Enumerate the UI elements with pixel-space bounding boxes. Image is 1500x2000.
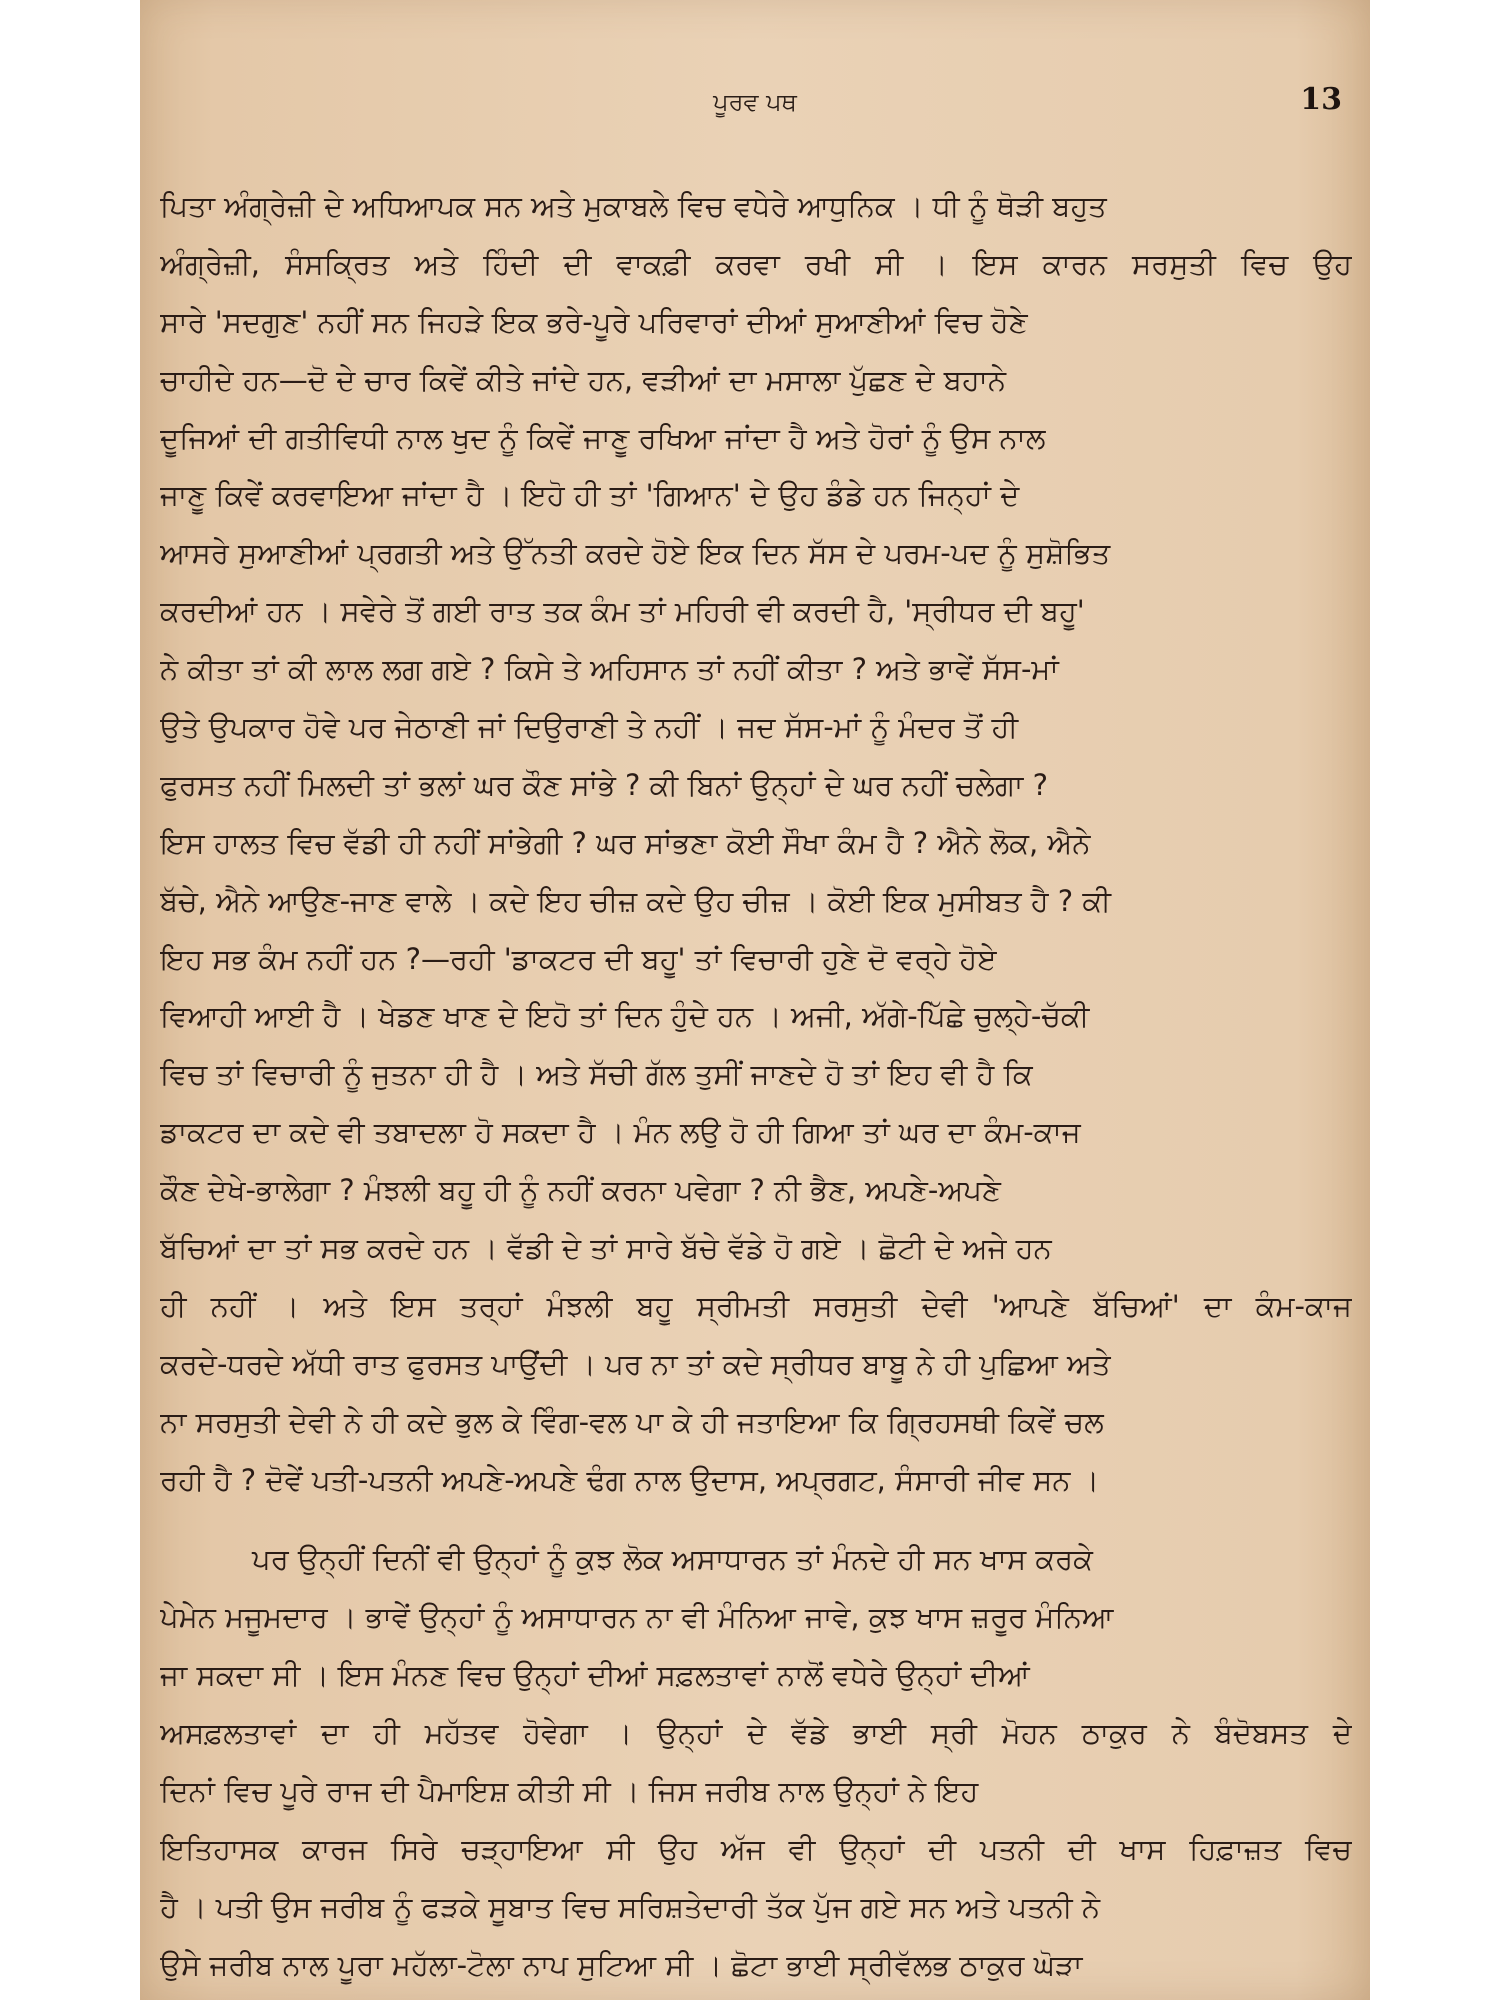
text-line: ਉਸੇ ਜਰੀਬ ਨਾਲ ਪੂਰਾ ਮਹੱਲਾ-ਟੋਲਾ ਨਾਪ ਸੁਟਿਆ ਸੀ । ਛੋਟਾ ਭਾਈ ਸ੍ਰੀਵੱਲਭ ਠਾਕੁਰ ਘੋੜਾ [160, 1947, 1083, 1982]
text-line: ਅਸਫ਼ਲਤਾਵਾਂ ਦਾ ਹੀ ਮਹੱਤਵ ਹੋਵੇਗਾ । ਉਨ੍ਹਾਂ ਦੇ ਵੱਡੇ ਭਾਈ ਸ੍ਰੀ ਮੋਹਨ ਠਾਕੁਰ ਨੇ ਬੰਦੋਬਸਤ ਦੇ [160, 1716, 1352, 1751]
paragraph [160, 1531, 1352, 1994]
text-line: ਡਾਕਟਰ ਦਾ ਕਦੇ ਵੀ ਤਬਾਦਲਾ ਹੋ ਸਕਦਾ ਹੈ । ਮੰਨ ਲਉ ਹੋ ਹੀ ਗਿਆ ਤਾਂ ਘਰ ਦਾ ਕੰਮ-ਕਾਜ [160, 1115, 1081, 1150]
page-number: 13 [1300, 82, 1342, 117]
text-line: ਅੰਗ੍ਰੇਜ਼ੀ, ਸੰਸਕ੍ਰਿਤ ਅਤੇ ਹਿੰਦੀ ਦੀ ਵਾਕਫ਼ੀ ਕਰਵਾ ਰਖੀ ਸੀ । ਇਸ ਕਾਰਨ ਸਰਸੁਤੀ ਵਿਚ ਉਹ [160, 246, 1352, 281]
text-line: ਇਹ ਸਭ ਕੰਮ ਨਹੀਂ ਹਨ ?—ਰਹੀ 'ਡਾਕਟਰ ਦੀ ਬਹੂ' ਤਾਂ ਵਿਚਾਰੀ ਹੁਣੇ ਦੋ ਵਰ੍ਹੇ ਹੋਏ [160, 941, 997, 976]
text-line: ਉਤੇ ਉਪਕਾਰ ਹੋਵੇ ਪਰ ਜੇਠਾਣੀ ਜਾਂ ਦਿਉਰਾਣੀ ਤੇ ਨਹੀਂ । ਜਦ ਸੱਸ-ਮਾਂ ਨੂੰ ਮੰਦਰ ਤੋਂ ਹੀ [160, 710, 1019, 745]
text-line: ਹੈ । ਪਤੀ ਉਸ ਜਰੀਬ ਨੂੰ ਫੜਕੇ ਸੂਬਾਤ ਵਿਚ ਸਰਿਸ਼ਤੇਦਾਰੀ ਤੱਕ ਪੁੱਜ ਗਏ ਸਨ ਅਤੇ ਪਤਨੀ ਨੇ [160, 1889, 1101, 1924]
text-line: ਜਾ ਸਕਦਾ ਸੀ । ਇਸ ਮੰਨਣ ਵਿਚ ਉਨ੍ਹਾਂ ਦੀਆਂ ਸਫ਼ਲਤਾਵਾਂ ਨਾਲੋਂ ਵਧੇਰੇ ਉਨ੍ਹਾਂ ਦੀਆਂ [160, 1658, 1030, 1693]
text-line: ਫੁਰਸਤ ਨਹੀਂ ਮਿਲਦੀ ਤਾਂ ਭਲਾਂ ਘਰ ਕੌਣ ਸਾਂਭੇ ? ਕੀ ਬਿਨਾਂ ਉਨ੍ਹਾਂ ਦੇ ਘਰ ਨਹੀਂ ਚਲੇਗਾ ? [160, 767, 1048, 802]
text-line: ਵਿਆਹੀ ਆਈ ਹੈ । ਖੇਡਣ ਖਾਣ ਦੇ ਇਹੋ ਤਾਂ ਦਿਨ ਹੁੰਦੇ ਹਨ । ਅਜੀ, ਅੱਗੇ-ਪਿੱਛੇ ਚੁਲ੍ਹੇ-ਚੱਕੀ [160, 999, 1090, 1034]
body-text [160, 178, 1352, 1995]
text-line: ਪਿਤਾ ਅੰਗ੍ਰੇਜ਼ੀ ਦੇ ਅਧਿਆਪਕ ਸਨ ਅਤੇ ਮੁਕਾਬਲੇ ਵਿਚ ਵਧੇਰੇ ਆਧੁਨਿਕ । ਧੀ ਨੂੰ ਥੋੜੀ ਬਹੁਤ [160, 189, 1107, 223]
text-line: ਨੇ ਕੀਤਾ ਤਾਂ ਕੀ ਲਾਲ ਲਗ ਗਏ ? ਕਿਸੇ ਤੇ ਅਹਿਸਾਨ ਤਾਂ ਨਹੀਂ ਕੀਤਾ ? ਅਤੇ ਭਾਵੇਂ ਸੱਸ-ਮਾਂ [160, 652, 1059, 687]
text-line: ਚਾਹੀਦੇ ਹਨ—ਦੋ ਦੇ ਚਾਰ ਕਿਵੇਂ ਕੀਤੇ ਜਾਂਦੇ ਹਨ, ਵੜੀਆਂ ਦਾ ਮਸਾਲਾ ਪੁੱਛਣ ਦੇ ਬਹਾਨੇ [160, 362, 1007, 397]
text-line: ਹੀ ਨਹੀਂ । ਅਤੇ ਇਸ ਤਰ੍ਹਾਂ ਮੰਝਲੀ ਬਹੂ ਸ੍ਰੀਮਤੀ ਸਰਸੁਤੀ ਦੇਵੀ 'ਆਪਣੇ ਬੱਚਿਆਂ' ਦਾ ਕੰਮ-ਕਾਜ [160, 1288, 1352, 1323]
text-line: ਕਰਦੇ-ਧਰਦੇ ਅੱਧੀ ਰਾਤ ਫੁਰਸਤ ਪਾਉਂਦੀ । ਪਰ ਨਾ ਤਾਂ ਕਦੇ ਸ੍ਰੀਧਰ ਬਾਬੂ ਨੇ ਹੀ ਪੁਛਿਆ ਅਤੇ [160, 1346, 1111, 1381]
text-line: ਜਾਣੂ ਕਿਵੇਂ ਕਰਵਾਇਆ ਜਾਂਦਾ ਹੈ । ਇਹੋ ਹੀ ਤਾਂ 'ਗਿਆਨ' ਦੇ ਉਹ ਡੰਡੇ ਹਨ ਜਿਨ੍ਹਾਂ ਦੇ [160, 478, 1020, 513]
text-line: ਪਰ ਉਨ੍ਹੀਂ ਦਿਨੀਂ ਵੀ ਉਨ੍ਹਾਂ ਨੂੰ ਕੁਝ ਲੋਕ ਅਸਾਧਾਰਨ ਤਾਂ ਮੰਨਦੇ ਹੀ ਸਨ ਖਾਸ ਕਰਕੇ [252, 1542, 1093, 1577]
text-line: ਵਿਚ ਤਾਂ ਵਿਚਾਰੀ ਨੂੰ ਜੁਤਨਾ ਹੀ ਹੈ । ਅਤੇ ਸੱਚੀ ਗੱਲ ਤੁਸੀਂ ਜਾਣਦੇ ਹੋ ਤਾਂ ਇਹ ਵੀ ਹੈ ਕਿ [160, 1057, 1033, 1092]
text-line: ਰਹੀ ਹੈ ? ਦੋਵੇਂ ਪਤੀ-ਪਤਨੀ ਅਪਣੇ-ਅਪਣੇ ਢੰਗ ਨਾਲ ਉਦਾਸ, ਅਪ੍ਰਗਟ, ਸੰਸਾਰੀ ਜੀਵ ਸਨ । [160, 1462, 1100, 1497]
text-line: ਦਿਨਾਂ ਵਿਚ ਪੂਰੇ ਰਾਜ ਦੀ ਪੈਮਾਇਸ਼ ਕੀਤੀ ਸੀ । ਜਿਸ ਜਰੀਬ ਨਾਲ ਉਨ੍ਹਾਂ ਨੇ ਇਹ [160, 1774, 979, 1809]
text-line: ਕੌਣ ਦੇਖੇ-ਭਾਲੇਗਾ ? ਮੰਝਲੀ ਬਹੂ ਹੀ ਨੂੰ ਨਹੀਂ ਕਰਨਾ ਪਵੇਗਾ ? ਨੀ ਭੈਣ, ਅਪਣੇ-ਅਪਣੇ [160, 1173, 1001, 1208]
text-line: ਬੱਚਿਆਂ ਦਾ ਤਾਂ ਸਭ ਕਰਦੇ ਹਨ । ਵੱਡੀ ਦੇ ਤਾਂ ਸਾਰੇ ਬੱਚੇ ਵੱਡੇ ਹੋ ਗਏ । ਛੋਟੀ ਦੇ ਅਜੇ ਹਨ [160, 1231, 1052, 1266]
paragraph [160, 178, 1352, 1509]
text-line: ਆਸਰੇ ਸੁਆਣੀਆਂ ਪ੍ਰਗਤੀ ਅਤੇ ਉੱਨਤੀ ਕਰਦੇ ਹੋਏ ਇਕ ਦਿਨ ਸੱਸ ਦੇ ਪਰਮ-ਪਦ ਨੂੰ ਸੁਸ਼ੋਭਿਤ [160, 536, 1111, 571]
paragraph-gap [160, 1509, 1352, 1531]
text-line: ਇਸ ਹਾਲਤ ਵਿਚ ਵੱਡੀ ਹੀ ਨਹੀਂ ਸਾਂਭੇਗੀ ? ਘਰ ਸਾਂਭਣਾ ਕੋਈ ਸੌਖਾ ਕੰਮ ਹੈ ? ਐਨੇ ਲੋਕ, ਐਨੇ [160, 825, 1091, 860]
text-line: ਇਤਿਹਾਸਕ ਕਾਰਜ ਸਿਰੇ ਚੜ੍ਹਾਇਆ ਸੀ ਉਹ ਅੱਜ ਵੀ ਉਨ੍ਹਾਂ ਦੀ ਪਤਨੀ ਦੀ ਖਾਸ ਹਿਫ਼ਾਜ਼ਤ ਵਿਚ [160, 1831, 1352, 1866]
text-line: ਬੱਚੇ, ਐਨੇ ਆਉਣ-ਜਾਣ ਵਾਲੇ । ਕਦੇ ਇਹ ਚੀਜ਼ ਕਦੇ ਉਹ ਚੀਜ਼ । ਕੋਈ ਇਕ ਮੁਸੀਬਤ ਹੈ ? ਕੀ [160, 883, 1111, 918]
text-line: ਸਾਰੇ 'ਸਦਗੁਣ' ਨਹੀਂ ਸਨ ਜਿਹੜੇ ਇਕ ਭਰੇ-ਪੂਰੇ ਪਰਿਵਾਰਾਂ ਦੀਆਂ ਸੁਆਣੀਆਂ ਵਿਚ ਹੋਣੇ [160, 304, 1028, 339]
text-line: ਕਰਦੀਆਂ ਹਨ । ਸਵੇਰੇ ਤੋਂ ਗਈ ਰਾਤ ਤਕ ਕੰਮ ਤਾਂ ਮਹਿਰੀ ਵੀ ਕਰਦੀ ਹੈ, 'ਸ੍ਰੀਧਰ ਦੀ ਬਹੂ' [160, 594, 1085, 629]
running-head: ਪੂਰਵ ਪਥ [713, 88, 797, 116]
text-line: ਨਾ ਸਰਸੁਤੀ ਦੇਵੀ ਨੇ ਹੀ ਕਦੇ ਭੁਲ ਕੇ ਵਿੰਗ-ਵਲ ਪਾ ਕੇ ਹੀ ਜਤਾਇਆ ਕਿ ਗ੍ਰਿਹਸਥੀ ਕਿਵੇਂ ਚਲ [160, 1404, 1104, 1439]
text-line: ਦੂਜਿਆਂ ਦੀ ਗਤੀਵਿਧੀ ਨਾਲ ਖੁਦ ਨੂੰ ਕਿਵੇਂ ਜਾਣੂ ਰਖਿਆ ਜਾਂਦਾ ਹੈ ਅਤੇ ਹੋਰਾਂ ਨੂੰ ਉਸ ਨਾਲ [160, 420, 1046, 455]
page-header [140, 82, 1370, 128]
text-line: ਪੇਮੇਨ ਮਜੂਮਦਾਰ । ਭਾਵੇਂ ਉਨ੍ਹਾਂ ਨੂੰ ਅਸਾਧਾਰਨ ਨਾ ਵੀ ਮੰਨਿਆ ਜਾਵੇ, ਕੁਝ ਖਾਸ ਜ਼ਰੂਰ ਮੰਨਿਆ [160, 1600, 1114, 1635]
